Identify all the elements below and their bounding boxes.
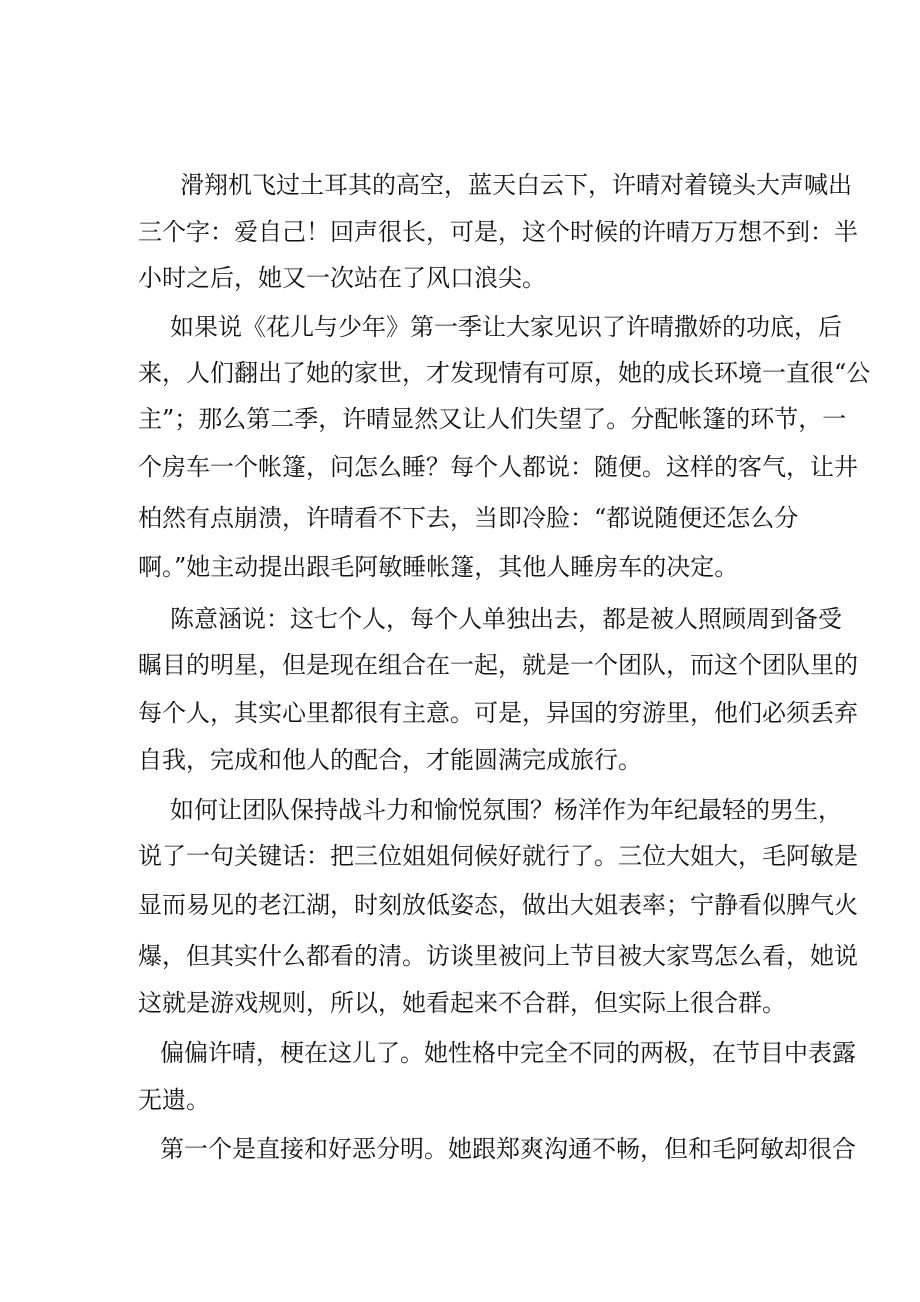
paragraph-4-line-5: 这就是游戏规则，所以，她看起来不合群，但实际上很合群。 [138,989,786,1017]
paragraph-2-line-1: 如果说《花儿与少年》第一季让大家见识了许晴撒娇的功底，后 [170,313,842,341]
paragraph-4-line-1: 如何让团队保持战斗力和愉悦氛围？杨洋作为年纪最轻的男生， [170,796,842,824]
paragraph-2-line-4: 个房车一个帐篷，问怎么睡？每个人都说：随便。这样的客气，让井 [138,453,858,481]
paragraph-6-line-1: 第一个是直接和好恶分明。她跟郑爽沟通不畅，但和毛阿敏却很合 [160,1135,856,1163]
paragraph-1-line-3: 小时之后，她又一次站在了风口浪尖。 [138,264,546,292]
paragraph-1-line-1: 滑翔机飞过土耳其的高空，蓝天白云下，许晴对着镜头大声喊出 [180,171,852,199]
paragraph-2-line-6: 啊。”她主动提出跟毛阿敏睡帐篷，其他人睡房车的决定。 [138,553,739,581]
paragraph-5-line-1: 偏偏许晴，梗在这儿了。她性格中完全不同的两极，在节目中表露 [160,1039,856,1067]
paragraph-1-line-2: 三个字：爱自己！回声很长，可是，这个时候的许晴万万想不到：半 [138,218,858,246]
paragraph-3-line-1: 陈意涵说：这七个人，每个人单独出去，都是被人照顾周到备受 [170,605,842,633]
paragraph-4-line-2: 说了一句关键话：把三位姐姐伺候好就行了。三位大姐大，毛阿敏是 [138,842,858,870]
paragraph-3-line-4: 自我，完成和他人的配合，才能圆满完成旅行。 [138,746,642,774]
paragraph-4-line-3: 显而易见的老江湖，时刻放低姿态，做出大姐表率；宁静看似脾气火 [138,891,858,919]
paragraph-2-line-2: 来，人们翻出了她的家世，才发现情有可原，她的成长环境一直很“公 [138,359,871,387]
paragraph-3-line-3: 每个人，其实心里都很有主意。可是，异国的穷游里，他们必须丢弃 [138,699,858,727]
paragraph-4-line-4: 爆，但其实什么都看的清。访谈里被问上节目被大家骂怎么看，她说 [138,942,858,970]
paragraph-2-line-5: 柏然有点崩溃，许晴看不下去，当即冷脸：“都说随便还怎么分 [138,504,799,532]
paragraph-5-line-2: 无遗。 [138,1086,210,1114]
paragraph-3-line-2: 瞩目的明星，但是现在组合在一起，就是一个团队，而这个团队里的 [138,651,858,679]
paragraph-2-line-3: 主”；那么第二季，许晴显然又让人们失望了。分配帐篷的环节，一 [138,405,847,433]
